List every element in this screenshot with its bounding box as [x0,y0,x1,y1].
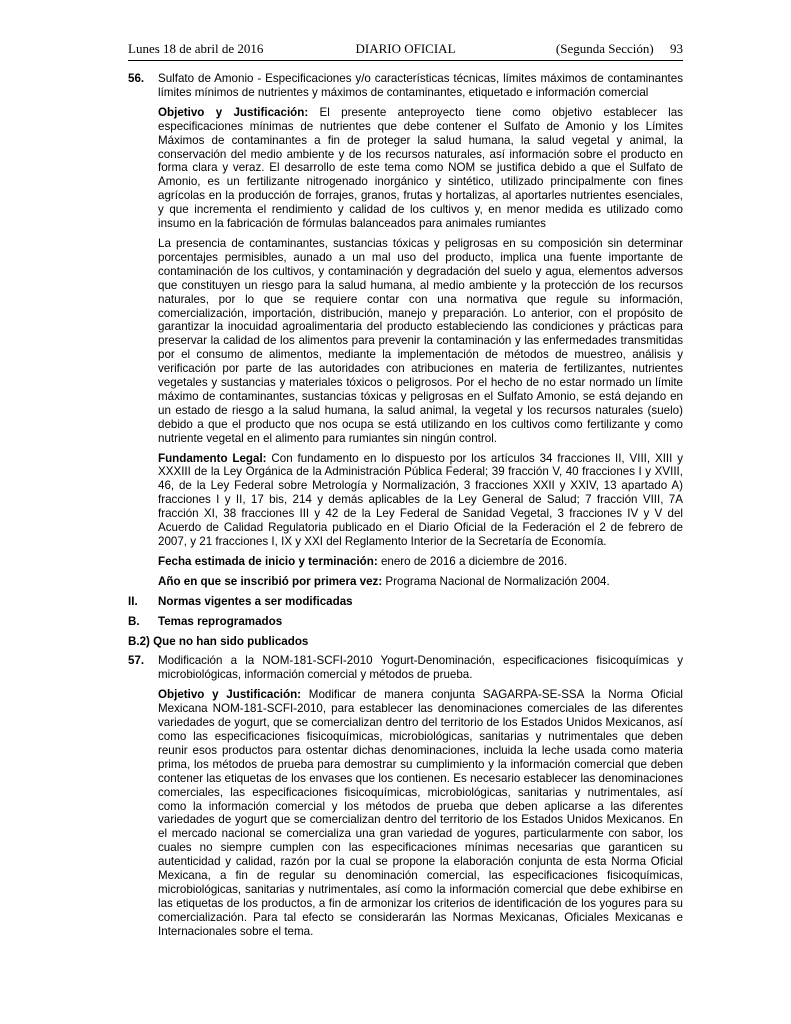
item-56-fundamento [128,452,683,549]
header-rule [128,60,683,61]
page-header [128,41,683,59]
item-56 [128,72,683,100]
section-b-heading [128,615,683,629]
item-number: 57. [128,654,145,668]
paragraph-text: La presencia de contaminantes, sustancias tóxicas y peligrosas en su composición sin determinar porcentajes permisibles, aunado a un mal uso del producto, implica una fuente importante de contaminación de los cultivos, y contaminación y degradación del suelo y agua, elementos adversos que constituyen un riesgo para la salud humana, al medio ambiente y la protección de los recursos naturales, por lo que se requiere contar con una normativa que regule su información, comercialización, importación, distribución, manejo y preparación. Lo anterior, con el propósito de garantizar la inocuidad agroalimentaria del producto estableciendo las condiciones y prácticas para preservar la calidad de los alimentos para prevenir la contaminación y las enfermedades transmitidas por el consumo de alimentos, mediante la implementación de métodos de muestreo, análisis y verificación por parte de las autoridades con atribuciones en materia de fertilizantes, nutrientes vegetales y sustancias y materiales tóxicos o peligrosos. Por el hecho de no estar normado un límite máximo de contaminantes, sustancias tóxicas y peligrosas en el Sulfato Amonio, se está dejando en un estado de riesgo a la salud humana, la salud animal, la vegetal y los recursos naturales (suelo) debido a que el producto que nos ocupa se está utilizando en los cultivos como fertilizante y como nutriente vegetal en el alimento para rumiantes sin ningún control. [158,236,683,445]
item-title: Sulfato de Amonio - Especificaciones y/o características técnicas, límites máximos de contaminantes límites mínimos de nutrientes y máximos de contaminantes, etiquetado e información comercial [158,72,683,99]
item-number: 56. [128,72,145,85]
item-56-fecha [128,555,683,569]
section-number: II. [128,594,138,608]
objetivo-text: Modificar de manera conjunta SAGARPA-SE-SSA la Norma Oficial Mexicana NOM-181-SCFI-2010, para establecer las denominaciones comerciales de las diferentes variedades de yogurt, que se comercializan dentro del territorio de los Estados Unidos Mexicanos, así como las especificaciones fisicoquímicas, microbiológicas, sanitarias y nutrimentales que deben reunir esos productos para ostentar dichas denominaciones, incluida la leche usada como materia prima, los métodos de prueba para demostrar su cumplimiento y la información comercial que deben contener las etiquetas de los envases que los contienen. Es necesario establecer las denominaciones comerciales, las especificaciones fisicoquímicas, microbiológicas, sanitarias y nutrimentales, así como la información comercial y los métodos de prueba que deben aplicarse a las diferentes variedades de yogurt que se comercializan dentro del territorio de los Estados Unidos Mexicanos. En el mercado nacional se comercializa una gran variedad de yogures, particularmente con sabor, los cuales no siempre cumplen con las especificaciones mínimas necesarias que garanticen su autenticidad y calidad, razón por la cual se propone la elaboración conjunta de esta Norma Oficial Mexicana, a fin de regular su denominación comercial, las especificaciones fisicoquímicas, microbiológicas, sanitarias y nutrimentales, así como la información comercial que debe exhibirse en las etiquetas de los productos, a fin de armonizar los criterios de identificación de los yogures para su comercialización. Para tal efecto se considerarán las Normas Mexicanas, Oficiales Mexicanas e Internacionales sobre el tema. [158,688,683,938]
section-title: Normas vigentes a ser modificadas [158,594,353,608]
objetivo-text: El presente anteproyecto tiene como objetivo establecer las especificaciones mínimas de nutrientes que debe contener el Sulfato de Amonio y los Límites Máximos de contaminantes a fin de proteger la salud humana, la salud vegetal y animal, la conservación del medio ambiente y de los recursos naturales, así información sobre el producto en forma clara y veraz. El desarrollo de este tema como NOM se justifica debido a que el Sulfato de Amonio, es un fertilizante nitrogenado inorgánico y sintético, utilizado principalmente con fines agrícolas en la producción de forrajes, granos, frutas y hortalizas, al aportarles nutrientes esenciales, y que incrementa el rendimiento y calidad de los cultivos y, en menor medida es utilizado como insumo en la fabricación de fórmulas balanceados para animales rumiantes [158,105,683,231]
item-56-anio [128,575,683,589]
section-number: B. [128,614,140,628]
anio-text: Programa Nacional de Normalización 2004. [382,574,610,588]
section-ii-heading [128,595,683,609]
item-57 [128,654,683,682]
anio-label: Año en que se inscribió por primera vez: [158,574,383,588]
header-section: (Segunda Sección) [555,41,654,56]
fundamento-label: Fundamento Legal: [158,451,267,465]
section-title: Temas reprogramados [158,614,283,628]
objetivo-label: Objetivo y Justificación: [158,105,309,119]
header-section-page [556,41,683,57]
fecha-text: enero de 2016 a diciembre de 2016. [377,554,568,568]
header-date: Lunes 18 de abril de 2016 [128,41,264,56]
section-b2-heading: B.2) Que no han sido publicados [128,634,309,648]
item-57-objetivo [128,688,683,938]
item-56-objetivo [128,106,683,231]
item-56-paragraph-2 [128,237,683,446]
objetivo-label: Objetivo y Justificación: [158,688,302,702]
header-publication: DIARIO OFICIAL [355,41,456,56]
item-title: Modificación a la NOM-181-SCFI-2010 Yogurt-Denominación, especificaciones fisicoquímicas y microbiológicas, información comercial y métodos de prueba. [158,654,683,682]
fundamento-text: Con fundamento en lo dispuesto por los artículos 34 fracciones II, VIII, XIII y XXXIII de la Ley Orgánica de la Administración Pública Federal; 39 fracción V, 40 fracciones I y XVIII, 46, de la Ley Federal sobre Metrología y Normalización, 3 fracciones XXII y XXIV, 13 apartado A) fracciones I y II, 17 bis, 214 y demás aplicables de la Ley General de Salud; 7 fracción VIII, 7A fracción XI, 38 fracciones III y 42 de la Ley Federal de Sanidad Vegetal, 3 fracciones IV y V del Acuerdo de Calidad Regulatoria publicado en el Diario Oficial de la Federación el 2 de febrero de 2007, y 21 fracciones I, IX y XXI del Reglamento Interior de la Secretaría de Economía. [158,451,683,548]
header-page-number: 93 [670,41,683,56]
fecha-label: Fecha estimada de inicio y terminación: [158,554,378,568]
document-body [128,72,683,939]
